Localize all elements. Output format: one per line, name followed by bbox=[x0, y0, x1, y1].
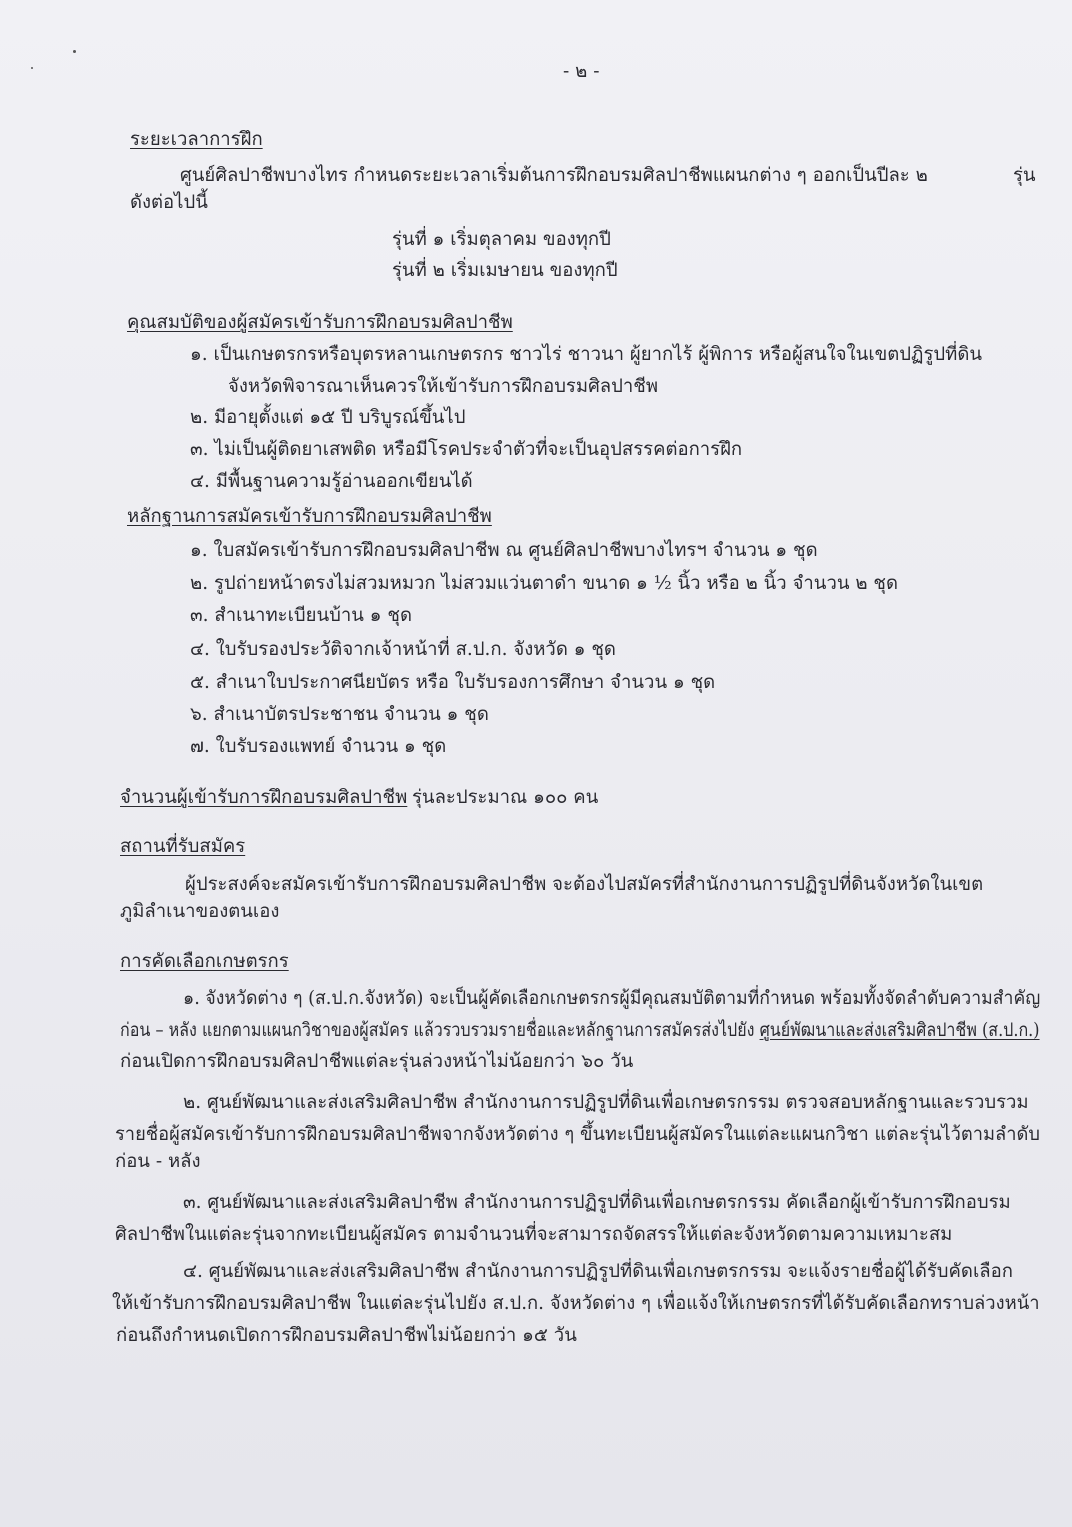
list-item-continuation: จังหวัดพิจารณาเห็นควรให้เข้ารับการฝึกอบรมศิลปาชีพ bbox=[228, 376, 659, 397]
list-item: ๔. ใบรับรองประวัติจากเจ้าหน้าที่ ส.ป.ก. จังหวัด ๑ ชุด bbox=[190, 639, 616, 660]
paragraph-line: รายชื่อผู้สมัครเข้ารับการฝึกอบรมศิลปาชีพจากจังหวัดต่าง ๆ ขึ้นทะเบียนผู้สมัครในแต่ละแผนกวิชา แต่ละรุ่นไว้ตามลำดับ bbox=[115, 1124, 1040, 1145]
heading-evidence: หลักฐานการสมัครเข้ารับการฝึกอบรมศิลปาชีพ bbox=[127, 506, 492, 527]
paragraph-line-end: รุ่น bbox=[1013, 165, 1036, 186]
list-item: ๑. เป็นเกษตรกรหรือบุตรหลานเกษตรกร ชาวไร่ ชาวนา ผู้ยากไร้ ผู้พิการ หรือผู้สนใจในเขตปฏิรูปที่ดิน bbox=[190, 344, 983, 365]
list-item: ๔. มีพื้นฐานความรู้อ่านออกเขียนได้ bbox=[190, 471, 473, 492]
paragraph-line: ให้เข้ารับการฝึกอบรมศิลปาชีพ ในแต่ละรุ่นไปยัง ส.ป.ก. จังหวัดต่าง ๆ เพื่อแจ้งให้เกษตรกรที่ได้รับคัดเลือกทราบล่วงหน้า bbox=[112, 1293, 1040, 1314]
scan-speck bbox=[31, 67, 33, 69]
paragraph-line: ศิลปาชีพในแต่ละรุ่นจากทะเบียนผู้สมัคร ตามจำนวนที่จะสามารถจัดสรรให้แต่ละจังหวัดตามความเหมาะสม bbox=[115, 1224, 953, 1245]
paragraph-line: ภูมิลำเนาของตนเอง bbox=[120, 901, 280, 922]
scan-speck bbox=[73, 50, 76, 53]
paragraph-line: ๒. ศูนย์พัฒนาและส่งเสริมศิลปาชีพ สำนักงานการปฏิรูปที่ดินเพื่อเกษตรกรรม ตรวจสอบหลักฐานและรวบรวม bbox=[183, 1092, 1029, 1113]
paragraph-line: ก่อนถึงกำหนดเปิดการฝึกอบรมศิลปาชีพไม่น้อยกว่า ๑๕ วัน bbox=[116, 1325, 577, 1346]
paragraph-line: ก่อน – หลัง แยกตามแผนกวิชาของผู้สมัคร แล้วรวบรวมรายชื่อและหลักฐานการสมัครส่งไปยัง ศูนย์พัฒนาและส่งเสริมศิลปาชีพ (ส.ป.ก.) bbox=[120, 1020, 1040, 1041]
heading-training-period: ระยะเวลาการฝึก bbox=[130, 129, 263, 150]
paragraph-line: ศูนย์ศิลปาชีพบางไทร กำหนดระยะเวลาเริ่มต้นการฝึกอบรมศิลปาชีพแผนกต่าง ๆ ออกเป็นปีละ ๒ bbox=[180, 165, 928, 186]
heading-qualifications: คุณสมบัติของผู้สมัครเข้ารับการฝึกอบรมศิลปาชีพ bbox=[127, 312, 513, 333]
heading-participants: จำนวนผู้เข้ารับการฝึกอบรมศิลปาชีพ bbox=[120, 787, 408, 808]
paragraph-line: ดังต่อไปนี้ bbox=[130, 192, 208, 213]
list-item: ๓. ไม่เป็นผู้ติดยาเสพติด หรือมีโรคประจำตัวที่จะเป็นอุปสรรคต่อการฝึก bbox=[190, 439, 743, 460]
page-number: - ๒ - bbox=[563, 61, 600, 82]
heading-application-place: สถานที่รับสมัคร bbox=[120, 836, 246, 857]
paragraph-line: ก่อน - หลัง bbox=[115, 1151, 201, 1172]
paragraph-line: ๑. จังหวัดต่าง ๆ (ส.ป.ก.จังหวัด) จะเป็นผู้คัดเลือกเกษตรกรผู้มีคุณสมบัติตามที่กำหนด พร้อมทั้งจัดลำดับความสำคัญ bbox=[183, 988, 1041, 1009]
batch-item: รุ่นที่ ๑ เริ่มตุลาคม ของทุกปี bbox=[392, 229, 611, 250]
list-item: ๑. ใบสมัครเข้ารับการฝึกอบรมศิลปาชีพ ณ ศูนย์ศิลปาชีพบางไทรฯ จำนวน ๑ ชุด bbox=[190, 540, 818, 561]
list-item: ๒. รูปถ่ายหน้าตรงไม่สวมหมวก ไม่สวมแว่นตาดำ ขนาด ๑ ½ นิ้ว หรือ ๒ นิ้ว จำนวน ๒ ชุด bbox=[190, 573, 899, 594]
heading-farmer-selection: การคัดเลือกเกษตรกร bbox=[120, 951, 289, 972]
batch-item: รุ่นที่ ๒ เริ่มเมษายน ของทุกปี bbox=[392, 260, 618, 281]
list-item: ๒. มีอายุตั้งแต่ ๑๕ ปี บริบูรณ์ขึ้นไป bbox=[190, 407, 466, 428]
paragraph-line: ๔. ศูนย์พัฒนาและส่งเสริมศิลปาชีพ สำนักงานการปฏิรูปที่ดินเพื่อเกษตรกรรม จะแจ้งรายชื่อผู้ได้รับคัดเลือก bbox=[183, 1261, 1013, 1282]
list-item: ๖. สำเนาบัตรประชาชน จำนวน ๑ ชุด bbox=[190, 704, 489, 725]
list-item: ๕. สำเนาใบประกาศนียบัตร หรือ ใบรับรองการศึกษา จำนวน ๑ ชุด bbox=[190, 672, 716, 693]
underlined-center-name: ศูนย์พัฒนาและส่งเสริมศิลปาชีพ (ส.ป.ก.) bbox=[759, 1020, 1040, 1041]
paragraph-line: ๓. ศูนย์พัฒนาและส่งเสริมศิลปาชีพ สำนักงานการปฏิรูปที่ดินเพื่อเกษตรกรรม คัดเลือกผู้เข้ารับการฝึกอบรม bbox=[183, 1192, 1011, 1213]
list-item: ๓. สำเนาทะเบียนบ้าน ๑ ชุด bbox=[190, 605, 412, 626]
paragraph-line: ผู้ประสงค์จะสมัครเข้ารับการฝึกอบรมศิลปาชีพ จะต้องไปสมัครที่สำนักงานการปฏิรูปที่ดินจังหวัดในเขต bbox=[185, 874, 984, 895]
paragraph-line: ก่อนเปิดการฝึกอบรมศิลปาชีพแต่ละรุ่นล่วงหน้าไม่น้อยกว่า ๖๐ วัน bbox=[120, 1051, 634, 1072]
list-item: ๗. ใบรับรองแพทย์ จำนวน ๑ ชุด bbox=[190, 736, 447, 757]
participants-count: รุ่นละประมาณ ๑๐๐ คน bbox=[412, 787, 599, 808]
